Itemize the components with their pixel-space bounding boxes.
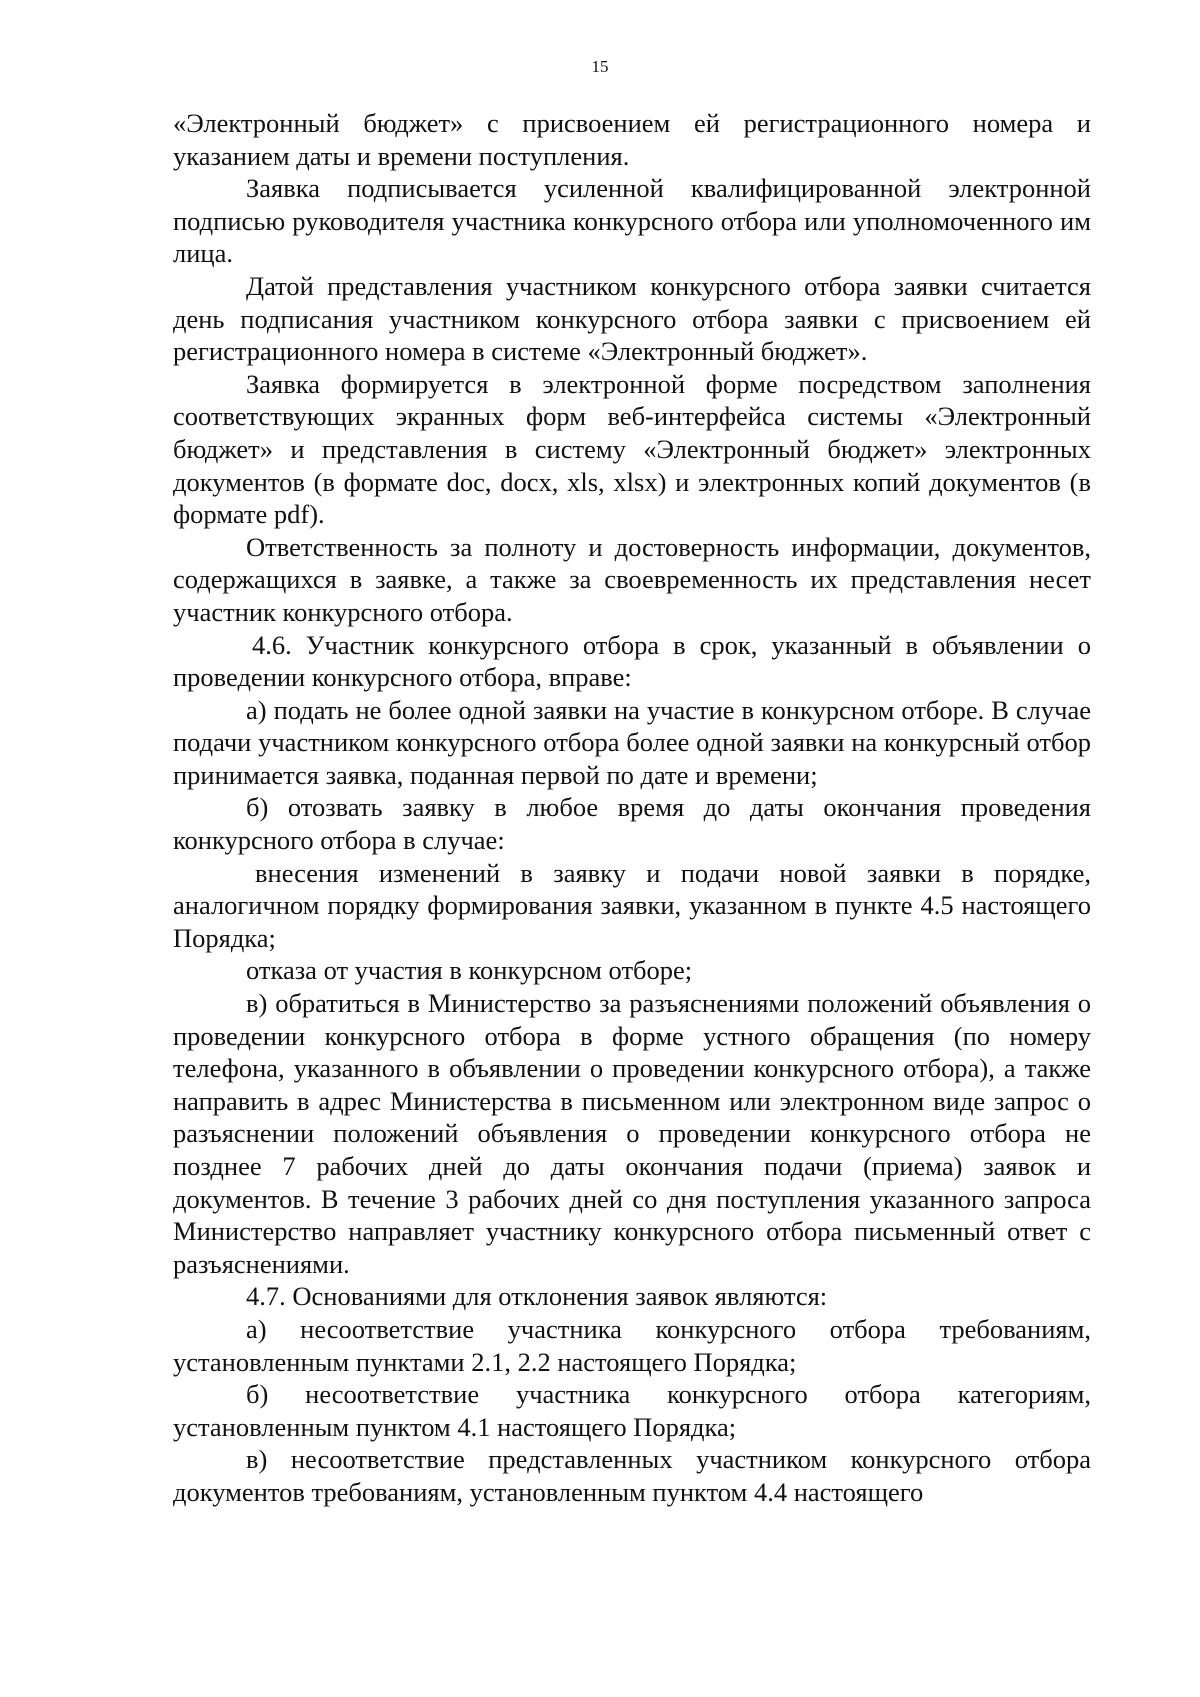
paragraph-electronic-form: Заявка формируется в электронной форме посредством заполнения соответствующих экранных форм веб-интерфейса системы «Электронный бюджет» и представления в систему «Электронный бюджет» электронных документов (в формате doc, docx, xls, xlsx) и электронных копий документов (в формате pdf). <box>173 368 1091 530</box>
paragraph-4-6-v: в) обратиться в Министерство за разъяснениями положений объявления о проведении конкурсного отбора в форме устного обращения (по номеру телефона, указанного в объявлении о проведении конкурсного отбора), а также направить в адрес Министерства в письменном или электронном виде запрос о разъяснении положений объявления о проведении конкурсного отбора не позднее 7 рабочих дней до даты окончания подачи (приема) заявок и документов. В течение 3 рабочих дней со дня поступления указанного запроса Министерство направляет участнику конкурсного отбора письменный ответ с разъяснениями. <box>173 988 1091 1279</box>
paragraph-4-7-b: б) несоответствие участника конкурсного отбора категориям, установленным пунктом 4.1 настоящего Порядка; <box>173 1379 1091 1442</box>
paragraph-4-7-v: в) несоответствие представленных участником конкурсного отбора документов требованиям, установленным пунктом 4.4 настоящего <box>173 1444 1091 1507</box>
paragraph-4-6-b-changes: внесения изменений в заявку и подачи новой заявки в порядке, аналогичном порядку формирования заявки, указанном в пункте 4.5 настоящего Порядка; <box>173 857 1091 953</box>
paragraph-4-7: 4.7. Основаниями для отклонения заявок являются: <box>246 1281 828 1312</box>
paragraph-4-6-b-refusal: отказа от участия в конкурсном отборе; <box>246 955 693 986</box>
paragraph-4-6-b: б) отозвать заявку в любое время до даты окончания проведения конкурсного отбора в случае: <box>173 792 1091 856</box>
paragraph-responsibility: Ответственность за полноту и достоверность информации, документов, содержащихся в заявке, а также за своевременность их представления несет участник конкурсного отбора. <box>173 531 1091 627</box>
page-number: 15 <box>591 57 609 76</box>
paragraph-4-6: 4.6. Участник конкурсного отбора в срок, указанный в объявлении о проведении конкурсного отбора, вправе: <box>173 629 1091 693</box>
paragraph-signature: Заявка подписывается усиленной квалифицированной электронной подписью руководителя участника конкурсного отбора или уполномоченного им лица. <box>173 173 1091 269</box>
paragraph-4-7-a: а) несоответствие участника конкурсного отбора требованиям, установленным пунктами 2.1, 2.2 настоящего Порядка; <box>173 1313 1091 1377</box>
paragraph-continuation: «Электронный бюджет» с присвоением ей регистрационного номера и указанием даты и времени поступления. <box>173 108 1091 171</box>
paragraph-submission-date: Датой представления участником конкурсного отбора заявки считается день подписания участником конкурсного отбора заявки с присвоением ей регистрационного номера в системе «Электронный бюджет». <box>173 270 1091 367</box>
paragraph-4-6-a: а) подать не более одной заявки на участие в конкурсном отборе. В случае подачи участником конкурсного отбора более одной заявки на конкурсный отбор принимается заявка, поданная первой по дате и времени; <box>173 694 1091 790</box>
document-body <box>173 107 1091 1509</box>
